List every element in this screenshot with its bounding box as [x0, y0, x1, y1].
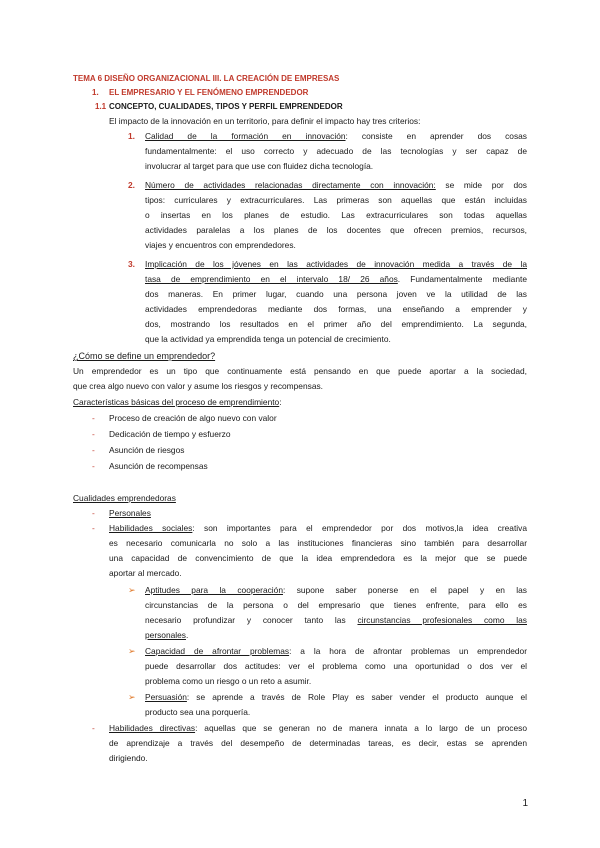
cooperation-line: Aptitudes para la cooperación: supone saber ponerse en el papel y en las [145, 585, 527, 595]
problems-line: Capacidad de afrontar problemas: a la hora de afrontar problemas un emprendedor [145, 646, 528, 656]
subsection-number: 1.1 [95, 102, 107, 111]
section-number: 1. [92, 88, 99, 97]
criterion-1-line: Calidad de la formación en innovación: consiste en aprender dos cosas [145, 131, 527, 141]
criterion-3-line: que la actividad ya emprendida tenga un potencial de crecimiento. [145, 334, 391, 344]
personales-item: Personales [109, 508, 151, 518]
dash-bullet: - [92, 429, 95, 439]
section-heading: EL EMPRESARIO Y EL FENÓMENO EMPRENDEDOR [109, 88, 309, 97]
directivas-line: de aprendizaje a través del desempeño de determinadas tareas, es decir, estas se aprenden [109, 738, 527, 748]
process-item: Asunción de recompensas [109, 461, 208, 471]
sociales-line: es necesario comunicarla no solo a las instituciones financieras sino también para desarrollar [109, 538, 527, 548]
criterion-3-line: dos maneras. En primer lugar, cuando una persona joven ve la utilidad de las [145, 289, 527, 299]
dash-bullet: - [92, 461, 95, 471]
criterion-2-line: viajes y encuentros con emprendedores. [145, 240, 296, 250]
criterion-3-title: Implicación de los jóvenes en las actividades de innovación medida a través de la [145, 259, 527, 269]
doc-title: TEMA 6 DISEÑO ORGANIZACIONAL III. LA CREACIÓN DE EMPRESAS [73, 74, 340, 83]
directivas-line: dirigiendo. [109, 753, 148, 763]
cooperation-line: personales. [145, 630, 189, 640]
process-item: Asunción de riesgos [109, 445, 185, 455]
arrow-bullet-icon: ➢ [128, 692, 136, 702]
problems-title: Capacidad de afrontar problemas [145, 646, 290, 656]
criterion-2-line: actividades paralelas a los planes de los docentes que ofrecen premios, recursos, [145, 225, 527, 235]
criterion-3-line: tasa de emprendimiento en el intervalo 18/ 26 años. Fundamentalmente mediante [145, 274, 527, 284]
directivas-line: Habilidades directivas: aquellas que se generan no de manera innata a lo largo de un proceso [109, 723, 527, 733]
cooperation-line: circunstancias de la persona o del empresario que tienes enfrente, para ello es [145, 600, 527, 610]
sociales-line: Habilidades sociales: son importantes para el emprendedor por dos motivos,la idea creativa [109, 523, 527, 533]
definition-line: Un emprendedor es un tipo que continuamente está pensando en que puede aportar a la sociedad, [73, 366, 527, 376]
qualities-heading: Cualidades emprendedoras [73, 493, 176, 503]
process-item: Dedicación de tiempo y esfuerzo [109, 429, 231, 439]
criterion-1-title: Calidad de la formación en innovación [145, 131, 346, 141]
criterion-2-line: tipos: curriculares y extracurriculares. Las primeras son aquellas que están incluidas [145, 195, 527, 205]
criterion-number: 3. [128, 259, 135, 269]
sociales-line: aportar al mercado. [109, 568, 182, 578]
arrow-bullet-icon: ➢ [128, 585, 136, 595]
dash-bullet: - [92, 508, 95, 518]
intro-text: El impacto de la innovación en un territorio, para definir el impacto hay tres criterios: [109, 116, 421, 126]
criterion-1-line: involucrar al target para que use con fluidez dicha tecnología. [145, 161, 374, 171]
subsection-heading: CONCEPTO, CUALIDADES, TIPOS Y PERFIL EMPRENDEDOR [109, 102, 343, 111]
criterion-2-line: o insertas en los planes de estudio. Las extracurriculares son todas aquellas [145, 210, 527, 220]
process-item: Proceso de creación de algo nuevo con valor [109, 413, 277, 423]
criterion-number: 1. [128, 131, 135, 141]
criterion-3-line [145, 259, 527, 269]
criterion-2-line: Número de actividades relacionadas directamente con innovación: se mide por dos [145, 180, 527, 190]
dash-bullet: - [92, 413, 95, 423]
directivas-title: Habilidades directivas [109, 723, 196, 733]
dash-bullet: - [92, 445, 95, 455]
arrow-bullet-icon: ➢ [128, 646, 136, 656]
dash-bullet: - [92, 523, 95, 533]
criterion-3-line: actividades emprendedoras mediante dos formas, una enseñando a emprender y [145, 304, 527, 314]
definition-line: que crea algo nuevo con valor y asume los riesgos y recompensas. [73, 381, 323, 391]
criterion-number: 2. [128, 180, 135, 190]
sociales-title: Habilidades sociales [109, 523, 193, 533]
dash-bullet: - [92, 723, 95, 733]
criterion-2-title: Número de actividades relacionadas directamente con innovación: [145, 180, 436, 190]
persuasion-line: producto sea una porquería. [145, 707, 251, 717]
criterion-3-title-cont: tasa de emprendimiento en el intervalo 18/ 26 años [145, 274, 398, 284]
page-number: 1 [522, 798, 528, 809]
criterion-3-line: dos, mostrando los resultados en el primer año del emprendimiento. La segunda, [145, 319, 527, 329]
question-heading: ¿Cómo se define un emprendedor? [73, 351, 216, 361]
persuasion-title: Persuasión [145, 692, 187, 702]
problems-line: problema como un riesgo o un reto a asumir. [145, 676, 312, 686]
cooperation-line: necesario profundizar y conocer tanto las circunstancias profesionales como las [145, 615, 527, 625]
problems-line: puede desarrollar dos actitudes: ver el problema como una oportunidad o dos ver el [145, 661, 527, 671]
criterion-1-line: fundamentalmente: el uso correcto y adecuado de las tecnologías y ser capaz de [145, 146, 527, 156]
persuasion-line: Persuasión: se aprende a través de Role Play es saber vender el producto aunque el [145, 692, 527, 702]
sociales-line: una capacidad de convencimiento de que la idea emprendedora es la mejor que se puede [109, 553, 527, 563]
cooperation-title: Aptitudes para la cooperación [145, 585, 283, 595]
process-heading: Características básicas del proceso de emprendimiento: [73, 397, 282, 407]
